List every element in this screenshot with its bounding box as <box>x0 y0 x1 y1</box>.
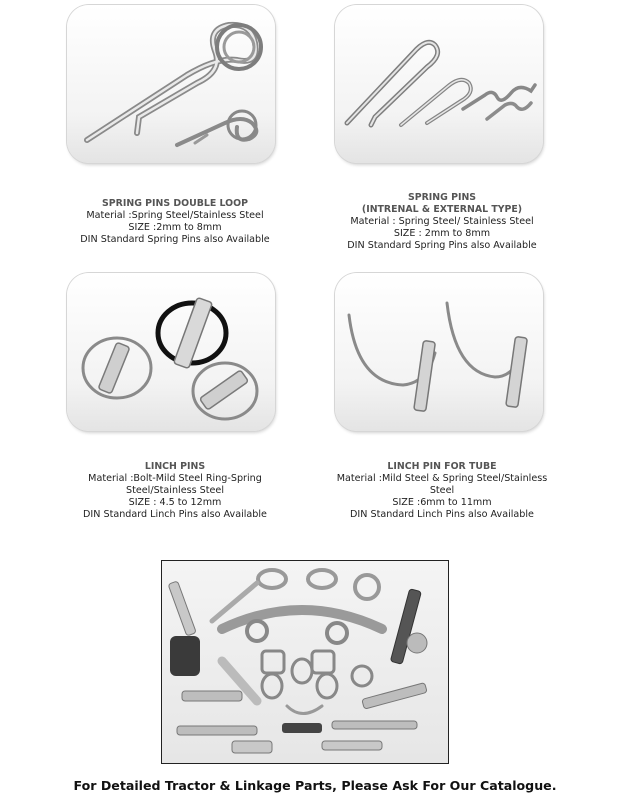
product-size: SIZE : 4.5 to 12mm <box>128 497 222 508</box>
product-din-note: DIN Standard Linch Pins also Available <box>83 509 267 520</box>
tractor-linkage-parts-image <box>161 560 449 764</box>
product-title: SPRING PINS DOUBLE LOOP <box>102 198 248 209</box>
product-caption-4 <box>300 461 584 521</box>
product-din-note: DIN Standard Linch Pins also Available <box>350 509 534 520</box>
product-din-note: DIN Standard Spring Pins also Available <box>80 234 270 245</box>
product-caption-2 <box>312 192 572 252</box>
product-image-spring-pins-double-loop <box>67 5 275 163</box>
product-caption-1 <box>45 198 305 246</box>
product-material: Material :Spring Steel/Stainless Steel <box>86 210 264 221</box>
product-size: SIZE : 2mm to 8mm <box>393 228 491 239</box>
product-image-spring-pins <box>335 5 543 163</box>
product-din-note: DIN Standard Spring Pins also Available <box>347 240 537 251</box>
product-title: SPRING PINS <box>407 192 477 203</box>
product-material-cont: Steel <box>429 485 455 496</box>
product-title: LINCH PINS <box>144 461 206 472</box>
product-subtitle: (INTRENAL & EXTERNAL TYPE) <box>361 204 523 215</box>
product-title: LINCH PIN FOR TUBE <box>387 461 497 472</box>
product-size: SIZE :6mm to 11mm <box>392 497 492 508</box>
product-image-linch-pins <box>67 273 275 431</box>
product-size: SIZE :2mm to 8mm <box>128 222 222 233</box>
product-image-linch-pin-tube <box>335 273 543 431</box>
product-material: Material :Mild Steel & Spring Steel/Stainless <box>336 473 548 484</box>
product-material-cont: Steel/Stainless Steel <box>126 485 224 496</box>
product-material: Material :Bolt-Mild Steel Ring-Spring <box>88 473 262 484</box>
product-material: Material : Spring Steel/ Stainless Steel <box>350 216 534 227</box>
product-caption-3 <box>45 461 305 521</box>
catalogue-request-note: For Detailed Tractor & Linkage Parts, Please Ask For Our Catalogue. <box>73 778 557 793</box>
